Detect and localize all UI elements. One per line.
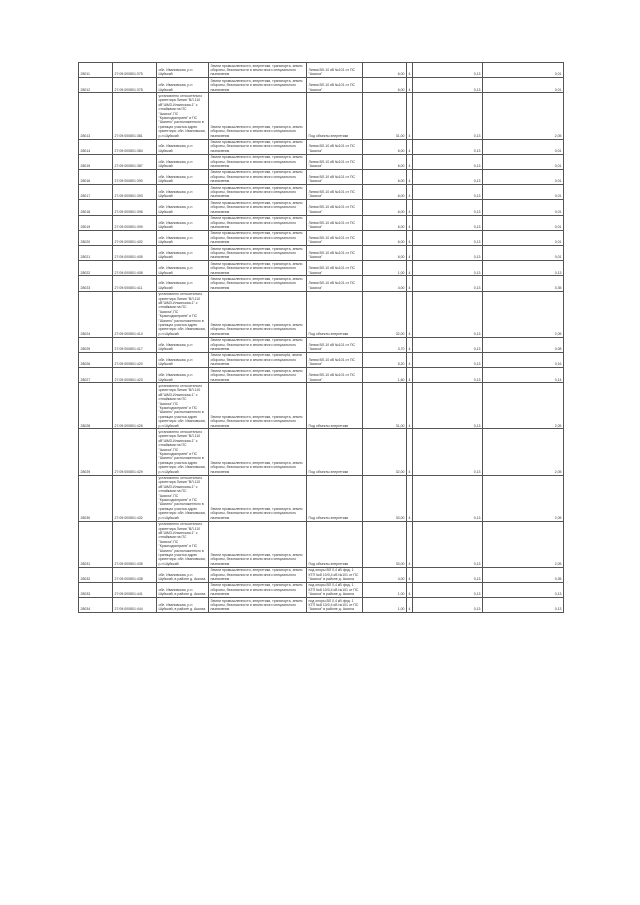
area-value-cell: 4,00	[363, 567, 407, 582]
cadastral-value-cell: 0,01	[483, 169, 564, 184]
table-row	[79, 368, 564, 383]
location-cell: обл. Ивановская, р-н Шуйский	[157, 246, 209, 261]
row-number-cell: 28029	[79, 429, 113, 475]
permitted-use-cell: Линия ВЛ-10 кВ №101 от ПС "Аксиха"	[307, 261, 363, 276]
cadastral-value-cell: 0,01	[483, 185, 564, 200]
row-number-cell: 28012	[79, 78, 113, 93]
land-category-cell: Земли промышленности, энергетики, транспорта, земли обороны, безопасности и земли иного специального назначения	[209, 185, 307, 200]
cadastral-value-cell: 0,01	[483, 154, 564, 169]
area-unit-cell: 4	[407, 185, 413, 200]
location-cell: установлено относительно ориентира Линия "ВЛ-110 кВ"ШМЗ-Ильинская-1" с отпайками на ПС "Аксиха",ПС "Краснодмитриев" и ПС "Шагино" расположенного в границах участка адрес ориентира: обл. Ивановская, р-н Шуйский	[157, 383, 209, 429]
permitted-use-cell: Линия ВЛ-10 кВ №101 от ПС "Аксиха"	[307, 63, 363, 78]
land-category-cell: Земли промышленности, энергетики, транспорта, земли обороны, безопасности и земли иного специального назначения	[209, 261, 307, 276]
row-number-cell: 28016	[79, 169, 113, 184]
row-number-cell: 28017	[79, 185, 113, 200]
land-category-cell: Земли промышленности, энергетики, транспорта, земли обороны, безопасности и земли иного специального назначения	[209, 139, 307, 154]
permitted-use-cell: Линия ВЛ-10 кВ №101 от ПС "Аксиха"	[307, 215, 363, 230]
cadastral-number-cell: 27:09:000801:414	[113, 291, 157, 337]
area-unit-cell: 4	[407, 352, 413, 367]
location-cell: обл. Ивановская, р-н Шуйский, в районе д. Аксиха	[157, 582, 209, 597]
land-register-table	[78, 62, 564, 613]
share-value-cell: 0,13	[413, 185, 483, 200]
row-number-cell: 28027	[79, 368, 113, 383]
table-row	[79, 475, 564, 521]
cadastral-number-cell: 27:09:000801:420	[113, 352, 157, 367]
share-value-cell: 0,13	[413, 154, 483, 169]
share-value-cell: 0,13	[413, 63, 483, 78]
area-unit-cell: 4	[407, 337, 413, 352]
area-unit-cell: 4	[407, 368, 413, 383]
row-number-cell: 28025	[79, 337, 113, 352]
share-value-cell: 0,13	[413, 337, 483, 352]
share-value-cell: 0,13	[413, 276, 483, 291]
area-value-cell: 5,20	[363, 352, 407, 367]
land-category-cell: Земли промышленности, энергетики, транспорта, земли обороны, безопасности и земли иного специального назначения	[209, 246, 307, 261]
table-row	[79, 337, 564, 352]
cadastral-number-cell: 27:09:000801:417	[113, 337, 157, 352]
cadastral-number-cell: 27:09:000801:384	[113, 139, 157, 154]
location-cell: установлено относительно ориентира Линия "ВЛ-110 кВ"ШМЗ-Ильинская-1" с отпайками на ПС "Аксиха",ПС "Краснодмитриев" и ПС "Шагино" расположенного в границах участка адрес ориентира: обл. Ивановская, р-н Шуйский	[157, 291, 209, 337]
area-unit-cell: 4	[407, 261, 413, 276]
cadastral-number-cell: 27:09:000801:438	[113, 567, 157, 582]
area-unit-cell: 4	[407, 521, 413, 567]
location-cell: обл. Ивановская, р-н Шуйский	[157, 169, 209, 184]
area-unit-cell: 4	[407, 215, 413, 230]
register-table-sheet	[78, 62, 563, 613]
table-row	[79, 139, 564, 154]
cadastral-number-cell: 27:09:000801:426	[113, 383, 157, 429]
row-number-cell: 28031	[79, 521, 113, 567]
permitted-use-cell: Линия ВЛ-10 кВ №101 от ПС "Аксиха"	[307, 337, 363, 352]
cadastral-number-cell: 27:09:000801:378	[113, 78, 157, 93]
area-unit-cell: 4	[407, 154, 413, 169]
area-unit-cell: 4	[407, 169, 413, 184]
area-unit-cell: 4	[407, 230, 413, 245]
permitted-use-cell: Линия ВЛ-10 кВ №101 от ПС "Аксиха"	[307, 78, 363, 93]
table-row	[79, 230, 564, 245]
cadastral-number-cell: 27:09:000801:444	[113, 598, 157, 613]
area-value-cell: 6,00	[363, 200, 407, 215]
location-cell: обл. Ивановская, р-н Шуйский	[157, 215, 209, 230]
area-value-cell: 6,00	[363, 139, 407, 154]
cadastral-value-cell: 0,08	[483, 337, 564, 352]
permitted-use-cell: Под объекты энергетики	[307, 475, 363, 521]
area-value-cell: 6,00	[363, 78, 407, 93]
area-value-cell: 31,00	[363, 93, 407, 139]
area-value-cell: 1,00	[363, 598, 407, 613]
cadastral-number-cell: 27:09:000801:402	[113, 230, 157, 245]
row-number-cell: 28028	[79, 383, 113, 429]
table-row	[79, 383, 564, 429]
area-value-cell: 6,00	[363, 185, 407, 200]
area-value-cell: 1,60	[363, 368, 407, 383]
location-cell: обл. Ивановская, р-н Шуйский	[157, 276, 209, 291]
row-number-cell: 28024	[79, 291, 113, 337]
share-value-cell: 0,13	[413, 78, 483, 93]
cadastral-number-cell: 27:09:000801:405	[113, 246, 157, 261]
area-unit-cell: 4	[407, 139, 413, 154]
land-category-cell: Земли промышленности, энергетики, транспорта, земли обороны, безопасности и земли иного специального назначения	[209, 368, 307, 383]
land-category-cell: Земли промышленности, энергетики, транспорта, земли обороны, безопасности и земли иного специального назначения	[209, 215, 307, 230]
area-value-cell: 1,00	[363, 261, 407, 276]
cadastral-value-cell: 0,35	[483, 276, 564, 291]
cadastral-number-cell: 27:09:000801:387	[113, 154, 157, 169]
area-unit-cell: 4	[407, 276, 413, 291]
table-row	[79, 567, 564, 582]
share-value-cell: 0,13	[413, 368, 483, 383]
location-cell: обл. Ивановская, р-н Шуйский	[157, 230, 209, 245]
cadastral-value-cell: 2,05	[483, 383, 564, 429]
share-value-cell: 0,13	[413, 598, 483, 613]
permitted-use-cell: Линия ВЛ-10 кВ №101 от ПС "Аксиха"	[307, 276, 363, 291]
cadastral-number-cell: 27:09:000801:441	[113, 582, 157, 597]
table-row	[79, 521, 564, 567]
cadastral-number-cell: 27:09:000801:375	[113, 63, 157, 78]
location-cell: обл. Ивановская, р-н Шуйский, в районе д. Аксиха	[157, 567, 209, 582]
location-cell: обл. Ивановская, р-н Шуйский	[157, 78, 209, 93]
permitted-use-cell: Под объекты энергетики	[307, 429, 363, 475]
cadastral-value-cell: 0,01	[483, 200, 564, 215]
share-value-cell: 0,13	[413, 352, 483, 367]
cadastral-value-cell: 2,05	[483, 429, 564, 475]
cadastral-value-cell: 0,01	[483, 139, 564, 154]
area-unit-cell: 4	[407, 383, 413, 429]
cadastral-value-cell: 0,01	[483, 246, 564, 261]
area-value-cell: 4,00	[363, 276, 407, 291]
location-cell: обл. Ивановская, р-н Шуйский	[157, 352, 209, 367]
row-number-cell: 28022	[79, 261, 113, 276]
area-unit-cell: 4	[407, 598, 413, 613]
location-cell: установлено относительно ориентира Линия "ВЛ-110 кВ"ШМЗ-Ильинская-1" с отпайками на ПС "Аксиха",ПС "Краснодмитриев" и ПС "Шагино" расположенного в границах участка адрес ориентира: обл. Ивановская, р-н Шуйский	[157, 521, 209, 567]
row-number-cell: 28034	[79, 598, 113, 613]
permitted-use-cell: Линия ВЛ-10 кВ №101 от ПС "Аксиха"	[307, 368, 363, 383]
cadastral-value-cell: 0,13	[483, 582, 564, 597]
row-number-cell: 28020	[79, 230, 113, 245]
table-row	[79, 215, 564, 230]
share-value-cell: 0,13	[413, 230, 483, 245]
land-category-cell: Земли промышленности, энергетики, транспорта, земли обороны, безопасности и земли иного специального назначения	[209, 200, 307, 215]
cadastral-value-cell: 0,13	[483, 598, 564, 613]
cadastral-value-cell: 0,01	[483, 230, 564, 245]
row-number-cell: 28023	[79, 276, 113, 291]
cadastral-number-cell: 27:09:000801:435	[113, 521, 157, 567]
permitted-use-cell: Линия ВЛ-10 кВ №101 от ПС "Аксиха"	[307, 230, 363, 245]
cadastral-value-cell: 2,05	[483, 475, 564, 521]
location-cell: обл. Ивановская, р-н Шуйский	[157, 185, 209, 200]
area-value-cell: 3,70	[363, 337, 407, 352]
area-value-cell: 1,00	[363, 582, 407, 597]
permitted-use-cell: Линия ВЛ-10 кВ №101 от ПС "Аксиха"	[307, 169, 363, 184]
area-unit-cell: 4	[407, 93, 413, 139]
cadastral-number-cell: 27:09:000801:390	[113, 169, 157, 184]
location-cell: обл. Ивановская, р-н Шуйский	[157, 337, 209, 352]
land-category-cell: Земли промышленности, энергетики, транспорта, земли обороны, безопасности и земли иного специального назначения	[209, 337, 307, 352]
area-unit-cell: 4	[407, 63, 413, 78]
table-row	[79, 154, 564, 169]
land-category-cell: Земли промышленности, энергетики, транспорta, земли обороны, безопасности и земли иного специального назначения	[209, 352, 307, 367]
table-row	[79, 276, 564, 291]
share-value-cell: 0,13	[413, 169, 483, 184]
row-number-cell: 28018	[79, 200, 113, 215]
cadastral-number-cell: 27:09:000801:432	[113, 475, 157, 521]
land-category-cell: Земли промышленности, энергетики, транспорта, земли обороны, безопасности и земли иного специального назначения	[209, 521, 307, 567]
cadastral-value-cell: 0,14	[483, 368, 564, 383]
location-cell: обл. Ивановская, р-н Шуйский	[157, 261, 209, 276]
cadastral-value-cell: 0,01	[483, 215, 564, 230]
area-value-cell: 6,00	[363, 215, 407, 230]
area-value-cell: 33,00	[363, 475, 407, 521]
cadastral-number-cell: 27:09:000801:393	[113, 185, 157, 200]
land-category-cell: Земли промышленности, энергетики, транспорта, земли обороны, безопасности и земли иного специального назначения	[209, 230, 307, 245]
cadastral-value-cell: 2,05	[483, 521, 564, 567]
cadastral-value-cell: 0,01	[483, 63, 564, 78]
area-value-cell: 6,00	[363, 230, 407, 245]
permitted-use-cell: под опоры ВЛ 0,4 кВ фид. 1 КТП №8 10/0,4 кВ №101 от ПС "Аксиха" в районе д. Аксиха	[307, 582, 363, 597]
table-row	[79, 200, 564, 215]
land-category-cell: Земли промышленности, энергетики, транспорта, земли обороны, безопасности и земли иного специального назначения	[209, 429, 307, 475]
location-cell: установлено относительно ориентира Линия "ВЛ-110 кВ"ШМЗ-Ильинская-1" с отпайками на ПС "Аксиха",ПС "Краснодмитриев" и ПС "Шагино" расположенного в границах участка адрес ориентира: обл. Ивановская, р-н Шуйский	[157, 429, 209, 475]
area-unit-cell: 4	[407, 78, 413, 93]
share-value-cell: 0,13	[413, 521, 483, 567]
cadastral-number-cell: 27:09:000801:399	[113, 215, 157, 230]
row-number-cell: 28026	[79, 352, 113, 367]
cadastral-value-cell: 0,13	[483, 261, 564, 276]
share-value-cell: 0,13	[413, 383, 483, 429]
location-cell: обл. Ивановская, р-н Шуйский, в районе д. Аксиха	[157, 598, 209, 613]
share-value-cell: 0,13	[413, 291, 483, 337]
row-number-cell: 28015	[79, 154, 113, 169]
permitted-use-cell: Линия ВЛ-10 кВ №101 от ПС "Аксиха"	[307, 154, 363, 169]
area-value-cell: 33,00	[363, 521, 407, 567]
cadastral-value-cell: 0,35	[483, 567, 564, 582]
area-value-cell: 32,00	[363, 429, 407, 475]
share-value-cell: 0,13	[413, 475, 483, 521]
area-unit-cell: 4	[407, 246, 413, 261]
table-row	[79, 63, 564, 78]
area-unit-cell: 4	[407, 582, 413, 597]
cadastral-number-cell: 27:09:000801:381	[113, 93, 157, 139]
land-category-cell: Земли промышленности, энергетики, транспорта, земли обороны, безопасности и земли иного специального назначения	[209, 598, 307, 613]
table-row	[79, 93, 564, 139]
land-category-cell: Земли промышленности, энергетики, транспорта, земли обороны, безопасности и земли иного специального назначения	[209, 78, 307, 93]
permitted-use-cell: под опоры ВЛ 0,4 кВ фид. 1 КТП №8 10/0,4 кВ №101 от ПС "Аксиха" в районе д. Аксиха	[307, 567, 363, 582]
land-category-cell: Земли промышленности, энергетики, транспорта, земли обороны, безопасности и земли иного специального назначения	[209, 93, 307, 139]
area-value-cell: 32,00	[363, 291, 407, 337]
permitted-use-cell: Линия ВЛ-10 кВ №101 от ПС "Аксиха"	[307, 246, 363, 261]
permitted-use-cell: Линия ВЛ-10 кВ №101 от ПС "Аксиха"	[307, 185, 363, 200]
land-category-cell: Земли промышленности, энергетики, транспорта, земли обороны, безопасности и земли иного специального назначения	[209, 475, 307, 521]
cadastral-value-cell: 2,05	[483, 291, 564, 337]
share-value-cell: 0,13	[413, 246, 483, 261]
area-unit-cell: 4	[407, 567, 413, 582]
share-value-cell: 0,13	[413, 200, 483, 215]
permitted-use-cell: Линия ВЛ-10 кВ №101 от ПС "Аксиха"	[307, 139, 363, 154]
table-row	[79, 598, 564, 613]
area-unit-cell: 4	[407, 475, 413, 521]
land-category-cell: Земли промышленности, энергетики, транспорта, земли обороны, безопасности и земли иного специального назначения	[209, 169, 307, 184]
land-category-cell: Земли промышленности, энергетики, транспорта, земли обороны, безопасности и земли иного специального назначения	[209, 383, 307, 429]
share-value-cell: 0,13	[413, 215, 483, 230]
location-cell: обл. Ивановская, р-н Шуйский	[157, 200, 209, 215]
cadastral-value-cell: 0,01	[483, 78, 564, 93]
share-value-cell: 0,13	[413, 261, 483, 276]
share-value-cell: 0,13	[413, 429, 483, 475]
location-cell: обл. Ивановская, р-н Шуйский	[157, 63, 209, 78]
table-row	[79, 429, 564, 475]
area-value-cell: 6,00	[363, 63, 407, 78]
cadastral-number-cell: 27:09:000801:411	[113, 276, 157, 291]
land-category-cell: Земли промышленности, энергетики, транспорта, земли обороны, безопасности и земли иного специального назначения	[209, 276, 307, 291]
row-number-cell: 28014	[79, 139, 113, 154]
permitted-use-cell: под опоры ВЛ 0,4 кВ фид. 1 КТП №8 10/0,4 кВ №101 от ПС "Аксиха" в районе д. Аксиха	[307, 598, 363, 613]
area-value-cell: 6,00	[363, 246, 407, 261]
land-category-cell: Земли промышленности, энергетики, транспорта, земли обороны, безопасности и земли иного специального назначения	[209, 291, 307, 337]
table-row	[79, 582, 564, 597]
land-category-cell: Земли промышленности, энергетики, транспорта, земли обороны, безопасности и земли иного специального назначения	[209, 63, 307, 78]
row-number-cell: 28019	[79, 215, 113, 230]
table-row	[79, 169, 564, 184]
area-unit-cell: 4	[407, 291, 413, 337]
cadastral-number-cell: 27:09:000801:408	[113, 261, 157, 276]
permitted-use-cell: Линия ВЛ-10 кВ №101 от ПС "Аксиха"	[307, 200, 363, 215]
cadastral-value-cell: 2,05	[483, 93, 564, 139]
row-number-cell: 28013	[79, 93, 113, 139]
land-category-cell: Земли промышленности, энергетики, транспорта, земли обороны, безопасности и земли иного специального назначения	[209, 154, 307, 169]
location-cell: установлено относительно ориентира Линия "ВЛ-110 кВ"ШМЗ-Ильинская-1" с отпайками на ПС "Аксиха",ПС "Краснодмитриев" и ПС "Шагино" расположенного в границах участка адрес ориентира: обл. Ивановская, р-н Шуйский	[157, 475, 209, 521]
location-cell: обл. Ивановская, р-н Шуйский	[157, 139, 209, 154]
table-row	[79, 78, 564, 93]
area-unit-cell: 4	[407, 200, 413, 215]
area-value-cell: 6,00	[363, 154, 407, 169]
permitted-use-cell: Линия ВЛ-10 кВ №101 от ПС "Аксиха"	[307, 352, 363, 367]
table-row	[79, 291, 564, 337]
row-number-cell: 28011	[79, 63, 113, 78]
row-number-cell: 28030	[79, 475, 113, 521]
cadastral-number-cell: 27:09:000801:429	[113, 429, 157, 475]
cadastral-value-cell: 0,16	[483, 352, 564, 367]
cadastral-number-cell: 27:09:000801:423	[113, 368, 157, 383]
location-cell: установлено относительно ориентира Линия "ВЛ-110 кВ"ШМЗ-Ильинская-1" с отпайками на ПС "Аксиха",ПС "Краснодмитриев" и ПС "Шагино" расположенного в границах участка адрес ориентира: обл. Ивановская, р-н Шуйский	[157, 93, 209, 139]
row-number-cell: 28021	[79, 246, 113, 261]
location-cell: обл. Ивановская, р-н Шуйский	[157, 368, 209, 383]
share-value-cell: 0,13	[413, 139, 483, 154]
share-value-cell: 0,13	[413, 567, 483, 582]
permitted-use-cell: Под объекты энергетики	[307, 521, 363, 567]
share-value-cell: 0,13	[413, 582, 483, 597]
permitted-use-cell: Под объекты энергетики	[307, 93, 363, 139]
table-row	[79, 261, 564, 276]
land-category-cell: Земли промышленности, энергетики, транспорта, земли обороны, безопасности и земли иного специального назначения	[209, 567, 307, 582]
table-row	[79, 246, 564, 261]
location-cell: обл. Ивановская, р-н Шуйский	[157, 154, 209, 169]
table-row	[79, 185, 564, 200]
area-unit-cell: 4	[407, 429, 413, 475]
row-number-cell: 28033	[79, 582, 113, 597]
area-value-cell: 6,00	[363, 169, 407, 184]
permitted-use-cell: Под объекты энергетики	[307, 383, 363, 429]
permitted-use-cell: Под объекты энергетики	[307, 291, 363, 337]
share-value-cell: 0,13	[413, 93, 483, 139]
row-number-cell: 28032	[79, 567, 113, 582]
land-category-cell: Земли промышленности, энергетики, транспорта, земли обороны, безопасности и земли иного специального назначения	[209, 582, 307, 597]
area-value-cell: 31,00	[363, 383, 407, 429]
table-body	[79, 63, 564, 613]
cadastral-number-cell: 27:09:000801:396	[113, 200, 157, 215]
table-row	[79, 352, 564, 367]
